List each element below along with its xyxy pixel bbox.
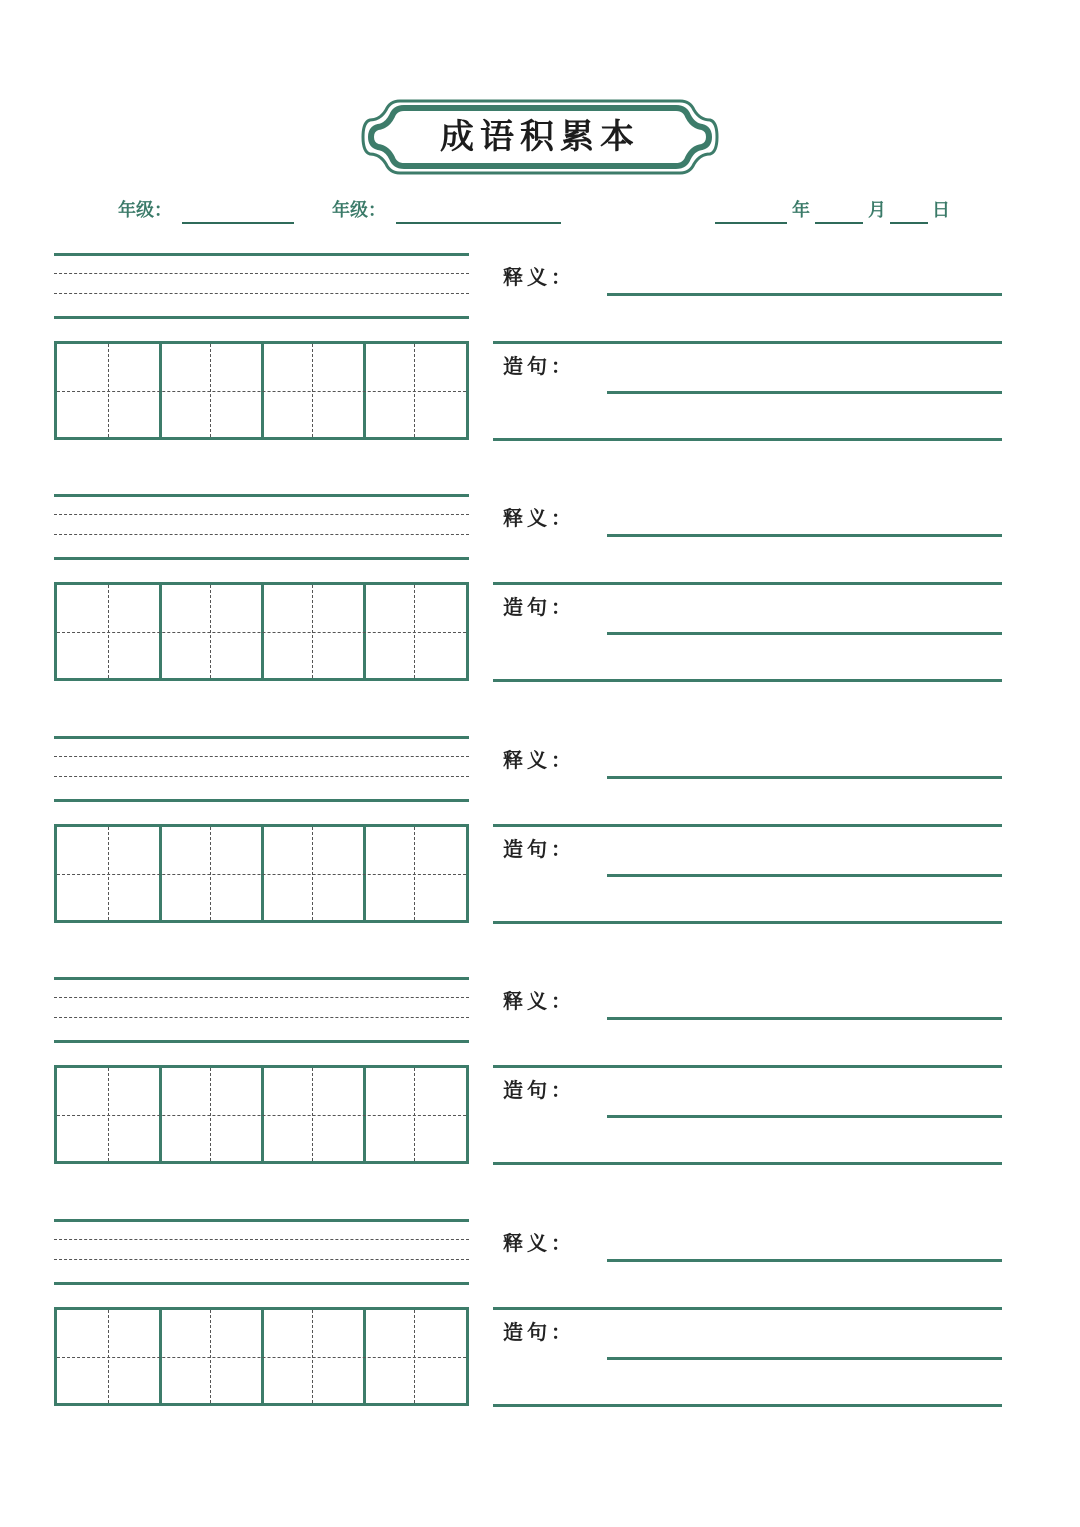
month-label: 月 bbox=[868, 200, 886, 221]
grade-label-1: 年级： bbox=[118, 200, 172, 221]
pinyin-dash-line bbox=[54, 273, 469, 274]
pinyin-dash-line bbox=[54, 776, 469, 777]
meaning-line[interactable] bbox=[493, 1065, 1002, 1068]
idiom-entry-5 bbox=[0, 1219, 1080, 1419]
sentence-label: 造句： bbox=[503, 354, 575, 378]
year-label: 年 bbox=[792, 200, 810, 221]
sentence-label: 造句： bbox=[503, 1320, 575, 1344]
meaning-label: 释义： bbox=[503, 265, 575, 289]
pinyin-dash-line bbox=[54, 1239, 469, 1240]
sentence-line[interactable] bbox=[493, 921, 1002, 924]
meaning-line[interactable] bbox=[607, 534, 1002, 537]
meaning-line[interactable] bbox=[493, 582, 1002, 585]
character-grid[interactable] bbox=[54, 824, 469, 923]
sentence-label: 造句： bbox=[503, 595, 575, 619]
month-field[interactable] bbox=[815, 222, 863, 224]
pinyin-bottom-line bbox=[54, 316, 469, 319]
pinyin-top-line bbox=[54, 1219, 469, 1222]
meaning-line[interactable] bbox=[493, 824, 1002, 827]
sentence-line[interactable] bbox=[607, 391, 1002, 394]
idiom-entry-4 bbox=[0, 977, 1080, 1177]
idiom-entry-1 bbox=[0, 253, 1080, 453]
character-grid[interactable] bbox=[54, 582, 469, 681]
meaning-label: 释义： bbox=[503, 506, 575, 530]
pinyin-dash-line bbox=[54, 534, 469, 535]
page-title: 成语积累本 bbox=[440, 117, 640, 157]
pinyin-top-line bbox=[54, 977, 469, 980]
pinyin-dash-line bbox=[54, 756, 469, 757]
pinyin-dash-line bbox=[54, 1017, 469, 1018]
sentence-line[interactable] bbox=[607, 1115, 1002, 1118]
sentence-label: 造句： bbox=[503, 1078, 575, 1102]
idiom-entry-2 bbox=[0, 494, 1080, 694]
meaning-line[interactable] bbox=[607, 293, 1002, 296]
sentence-line[interactable] bbox=[493, 1404, 1002, 1407]
day-label: 日 bbox=[932, 200, 950, 221]
meaning-line[interactable] bbox=[493, 341, 1002, 344]
title-banner bbox=[360, 98, 720, 176]
character-grid[interactable] bbox=[54, 1065, 469, 1164]
pinyin-top-line bbox=[54, 494, 469, 497]
pinyin-bottom-line bbox=[54, 1282, 469, 1285]
character-grid[interactable] bbox=[54, 1307, 469, 1406]
meaning-line[interactable] bbox=[607, 1259, 1002, 1262]
sentence-line[interactable] bbox=[493, 679, 1002, 682]
sentence-line[interactable] bbox=[607, 1357, 1002, 1360]
sentence-label: 造句： bbox=[503, 837, 575, 861]
grade-label-2: 年级： bbox=[332, 200, 386, 221]
sentence-line[interactable] bbox=[493, 438, 1002, 441]
meaning-label: 释义： bbox=[503, 748, 575, 772]
pinyin-dash-line bbox=[54, 293, 469, 294]
idiom-entry-3 bbox=[0, 736, 1080, 936]
pinyin-dash-line bbox=[54, 1259, 469, 1260]
grade-field-2[interactable] bbox=[396, 222, 561, 224]
pinyin-bottom-line bbox=[54, 557, 469, 560]
pinyin-dash-line bbox=[54, 514, 469, 515]
meaning-label: 释义： bbox=[503, 989, 575, 1013]
pinyin-bottom-line bbox=[54, 1040, 469, 1043]
pinyin-top-line bbox=[54, 253, 469, 256]
character-grid[interactable] bbox=[54, 341, 469, 440]
sentence-line[interactable] bbox=[607, 632, 1002, 635]
meaning-line[interactable] bbox=[607, 776, 1002, 779]
sentence-line[interactable] bbox=[607, 874, 1002, 877]
meaning-line[interactable] bbox=[607, 1017, 1002, 1020]
day-field[interactable] bbox=[890, 222, 928, 224]
meaning-label: 释义： bbox=[503, 1231, 575, 1255]
pinyin-top-line bbox=[54, 736, 469, 739]
pinyin-bottom-line bbox=[54, 799, 469, 802]
sentence-line[interactable] bbox=[493, 1162, 1002, 1165]
pinyin-dash-line bbox=[54, 997, 469, 998]
header-row bbox=[0, 196, 1080, 230]
meaning-line[interactable] bbox=[493, 1307, 1002, 1310]
year-field[interactable] bbox=[715, 222, 787, 224]
grade-field-1[interactable] bbox=[182, 222, 294, 224]
